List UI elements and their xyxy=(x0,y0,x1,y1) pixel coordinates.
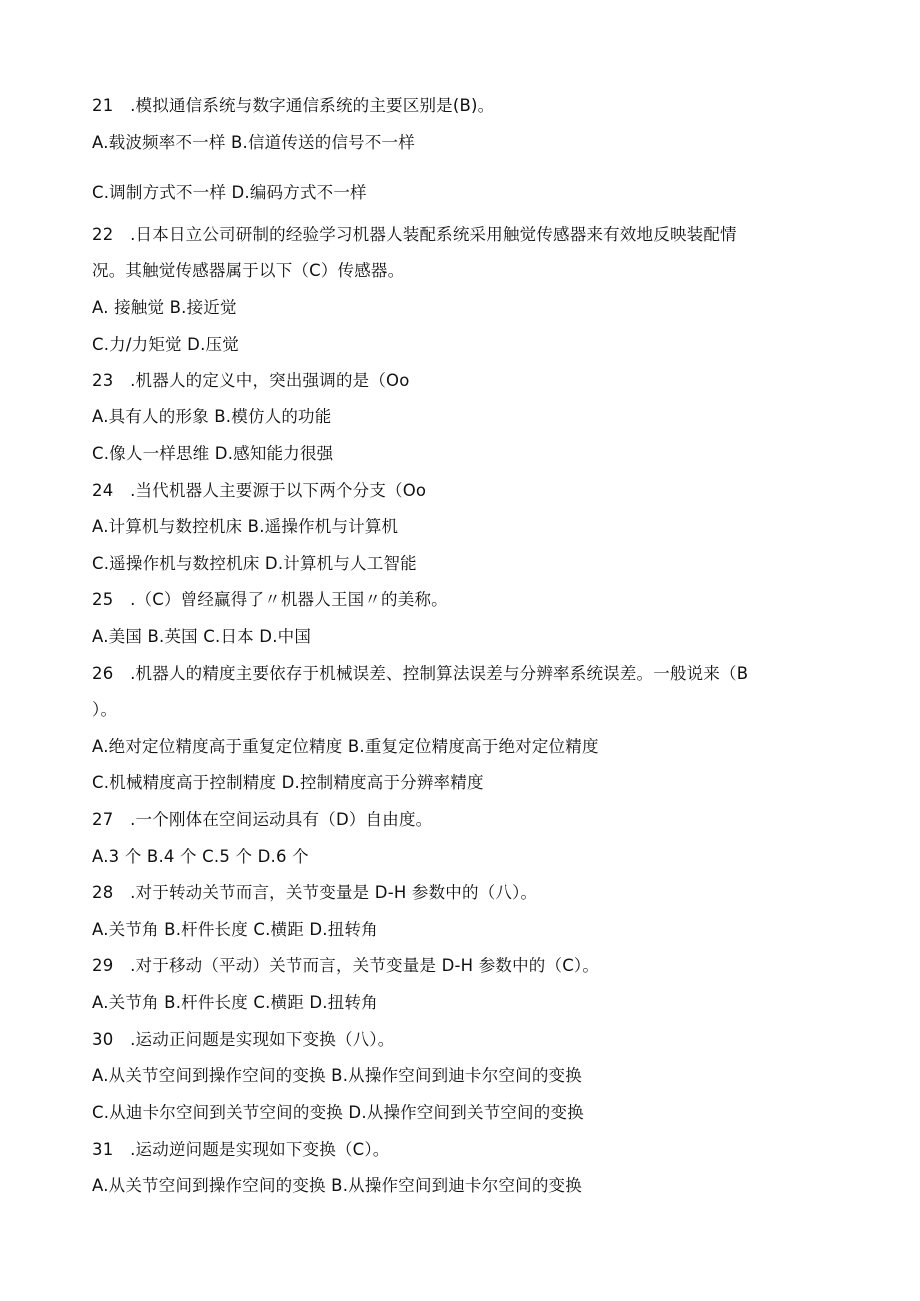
options-24-ab: A.计算机与数控机床 B.遥操作机与计算机 xyxy=(92,517,399,536)
options-26-ab: A.绝对定位精度高于重复定位精度 B.重复定位精度高于绝对定位精度 xyxy=(92,737,599,756)
question-25: 25 .（C）曾经赢得了〃机器人王国〃的美称。 xyxy=(92,590,448,609)
options-23-cd: C.像人一样思维 D.感知能力很强 xyxy=(92,444,334,463)
options-21-cd: C.调制方式不一样 D.编码方式不一样 xyxy=(92,183,367,202)
options-21-ab: A.载波频率不一样 B.信道传送的信号不一样 xyxy=(92,133,415,152)
options-27: A.3 个 B.4 个 C.5 个 D.6 个 xyxy=(92,847,309,866)
question-30: 30 .运动正问题是实现如下变换（八）。 xyxy=(92,1030,395,1049)
question-22-cont: 况。其触觉传感器属于以下（C）传感器。 xyxy=(92,261,405,280)
options-30-cd: C.从迪卡尔空间到关节空间的变换 D.从操作空间到关节空间的变换 xyxy=(92,1103,584,1122)
question-24: 24 .当代机器人主要源于以下两个分支（Oo xyxy=(92,481,427,500)
question-31: 31 .运动逆问题是实现如下变换（C）。 xyxy=(92,1140,390,1159)
options-24-cd: C.遥操作机与数控机床 D.计算机与人工智能 xyxy=(92,554,417,573)
question-26-cont: ）。 xyxy=(92,700,118,719)
question-21: 21 .模拟通信系统与数字通信系统的主要区别是(B)。 xyxy=(92,96,495,115)
options-30-ab: A.从关节空间到操作空间的变换 B.从操作空间到迪卡尔空间的变换 xyxy=(92,1066,582,1085)
question-28: 28 .对于转动关节而言，关节变量是 D-H 参数中的（八）。 xyxy=(92,883,538,902)
options-26-cd: C.机械精度高于控制精度 D.控制精度高于分辨率精度 xyxy=(92,773,484,792)
options-22-ab: A. 接触觉 B.接近觉 xyxy=(92,298,237,317)
question-22: 22 .日本日立公司研制的经验学习机器人装配系统采用触觉传感器来有效地反映装配情 xyxy=(92,225,737,244)
question-27: 27 .一个刚体在空间运动具有（D）自由度。 xyxy=(92,810,433,829)
question-23: 23 .机器人的定义中，突出强调的是（Oo xyxy=(92,371,410,390)
options-22-cd: C.力/力矩觉 D.压觉 xyxy=(92,335,239,354)
options-23-ab: A.具有人的形象 B.模仿人的功能 xyxy=(92,407,332,426)
options-28: A.关节角 B.杆件长度 C.横距 D.扭转角 xyxy=(92,920,378,939)
options-25: A.美国 B.英国 C.日本 D.中国 xyxy=(92,627,312,646)
question-26: 26 .机器人的精度主要依存于机械误差、控制算法误差与分辨率系统误差。一般说来（B xyxy=(92,664,749,683)
options-29: A.关节角 B.杆件长度 C.横距 D.扭转角 xyxy=(92,993,378,1012)
question-29: 29 .对于移动（平动）关节而言，关节变量是 D-H 参数中的（C）。 xyxy=(92,956,600,975)
options-31-ab: A.从关节空间到操作空间的变换 B.从操作空间到迪卡尔空间的变换 xyxy=(92,1176,582,1195)
